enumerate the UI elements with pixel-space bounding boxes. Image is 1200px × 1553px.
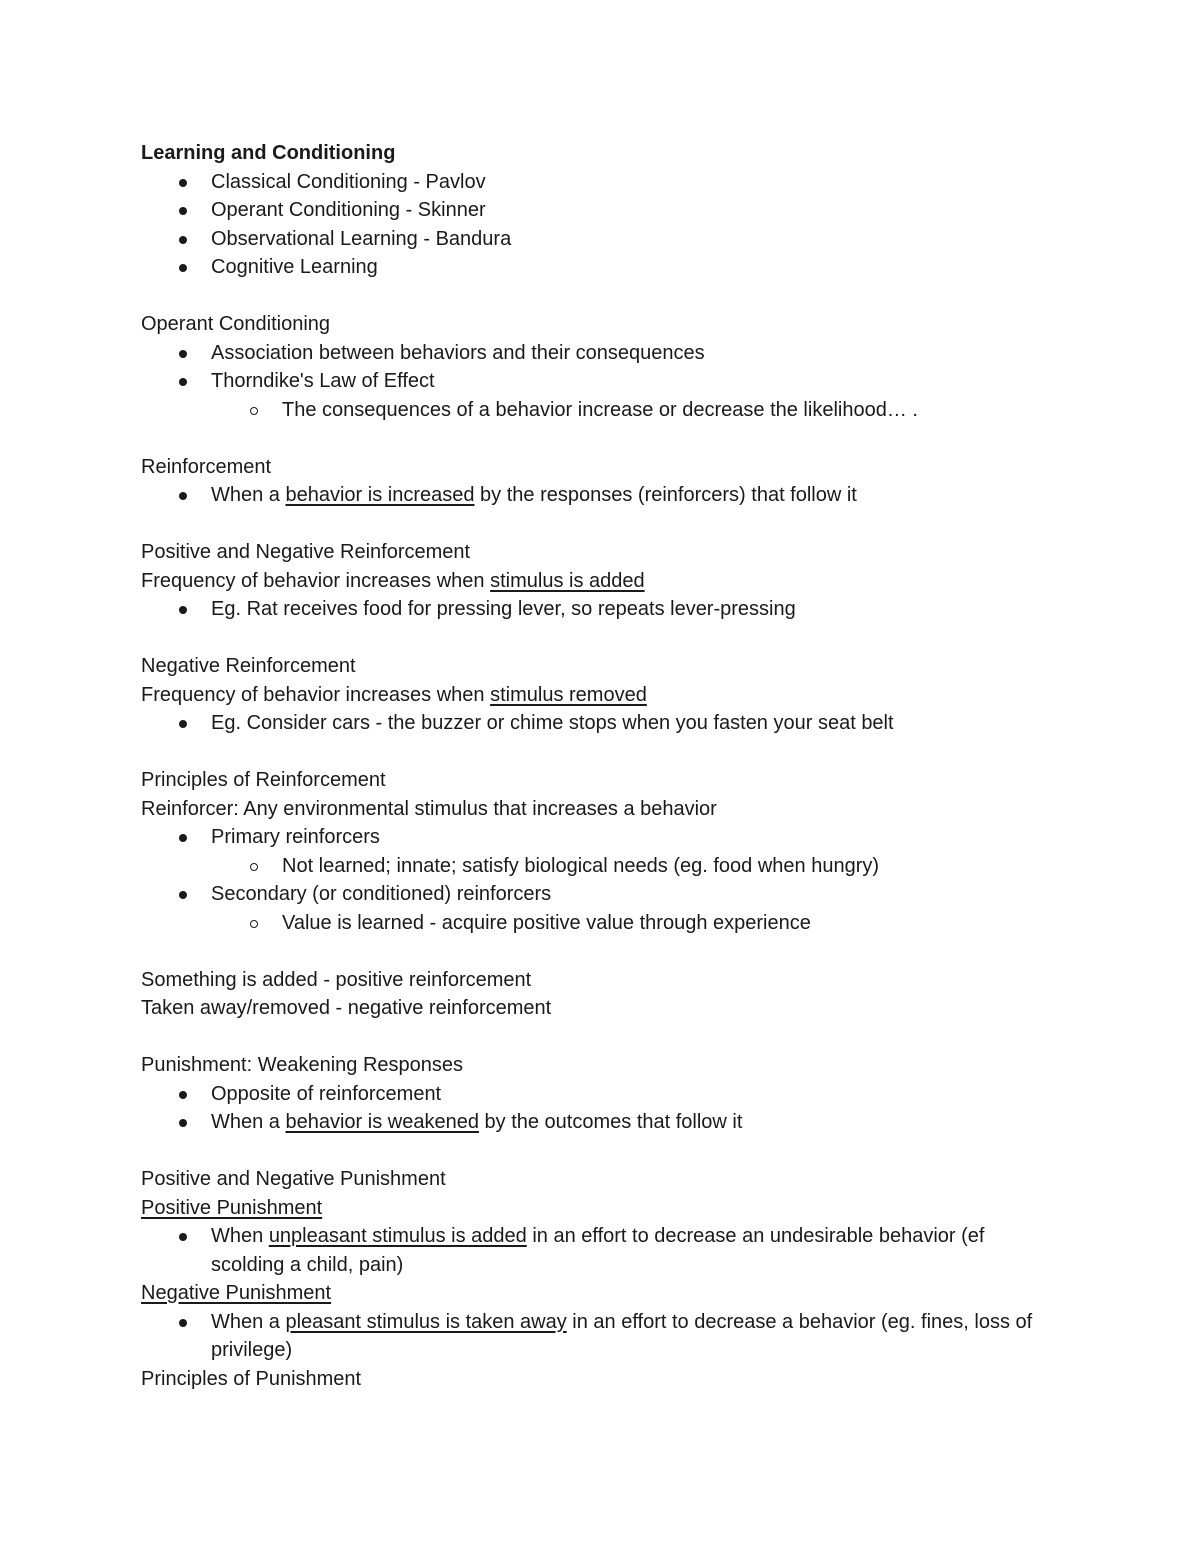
section-heading: Punishment: Weakening Responses: [141, 1054, 464, 1076]
bullet-icon: [179, 1119, 187, 1127]
paragraph: Something is added - positive reinforcement: [141, 968, 532, 991]
bullet-icon: [179, 720, 187, 728]
bullet-icon: [179, 492, 187, 500]
paragraph: Taken away/removed - negative reinforcement: [141, 997, 552, 1019]
spacer: [141, 738, 1061, 767]
section-heading: Principles of Reinforcement: [141, 769, 386, 791]
list-item: Primary reinforcers: [141, 823, 1061, 852]
section-heading: Positive and Negative Punishment: [141, 1168, 446, 1190]
list-item: When a behavior is weakened by the outcomes that follow it: [141, 1108, 1061, 1137]
spacer: [141, 282, 1061, 311]
sub-list-item: The consequences of a behavior increase or decrease the likelihood… .: [141, 396, 1061, 425]
document-title: Learning and Conditioning: [141, 142, 396, 164]
paragraph: Frequency of behavior increases when stimulus is added: [141, 569, 645, 592]
section-heading: Reinforcement: [141, 455, 272, 478]
bullet-icon: [179, 264, 187, 272]
bullet-icon: [179, 378, 187, 386]
list-item: Secondary (or conditioned) reinforcers: [141, 880, 1061, 909]
hollow-bullet-icon: [250, 920, 258, 928]
bullet-icon: [179, 834, 187, 842]
bullet-icon: [179, 1233, 187, 1241]
section-heading: Operant Conditioning: [141, 313, 331, 335]
spacer: [141, 1023, 1061, 1052]
bullet-icon: [179, 606, 187, 614]
bullet-icon: [179, 350, 187, 358]
subheading: Positive Punishment: [141, 1196, 323, 1219]
bullet-icon: [179, 179, 187, 187]
bullet-icon: [179, 236, 187, 244]
bullet-icon: [179, 1319, 187, 1327]
subheading: Negative Punishment: [141, 1282, 332, 1304]
paragraph: Reinforcer: Any environmental stimulus that increases a behavior: [141, 797, 717, 820]
sub-list-item: Value is learned - acquire positive value through experience: [141, 909, 1061, 938]
spacer: [141, 937, 1061, 966]
section-heading: Principles of Punishment: [141, 1367, 362, 1390]
spacer: [141, 424, 1061, 453]
sub-list-item: Not learned; innate; satisfy biological needs (eg. food when hungry): [141, 852, 1061, 881]
document-page: [141, 139, 1061, 1393]
list-item: Classical Conditioning - Pavlov: [141, 168, 1061, 197]
bullet-icon: [179, 891, 187, 899]
spacer: [141, 510, 1061, 539]
list-item: When a behavior is increased by the responses (reinforcers) that follow it: [141, 481, 1061, 510]
list-item: Operant Conditioning - Skinner: [141, 196, 1061, 225]
list-item: Eg. Rat receives food for pressing lever, so repeats lever-pressing: [141, 595, 1061, 624]
list-item: Association between behaviors and their consequences: [141, 339, 1061, 368]
list-item: Observational Learning - Bandura: [141, 225, 1061, 254]
spacer: [141, 1137, 1061, 1166]
list-item: When unpleasant stimulus is added in an effort to decrease an undesirable behavior (ef scolding a child, pain): [141, 1222, 1051, 1279]
spacer: [141, 624, 1061, 653]
list-item: Thorndike's Law of Effect: [141, 367, 1061, 396]
hollow-bullet-icon: [250, 407, 258, 415]
paragraph: Frequency of behavior increases when stimulus removed: [141, 683, 647, 706]
list-item: Cognitive Learning: [141, 253, 1061, 282]
list-item: When a pleasant stimulus is taken away in an effort to decrease a behavior (eg. fines, loss of privilege): [141, 1308, 1051, 1365]
list-item: Opposite of reinforcement: [141, 1080, 1061, 1109]
section-heading: Positive and Negative Reinforcement: [141, 541, 471, 563]
list-item: Eg. Consider cars - the buzzer or chime stops when you fasten your seat belt: [141, 709, 1061, 738]
bullet-icon: [179, 207, 187, 215]
section-heading: Negative Reinforcement: [141, 655, 356, 677]
bullet-icon: [179, 1091, 187, 1099]
hollow-bullet-icon: [250, 863, 258, 871]
